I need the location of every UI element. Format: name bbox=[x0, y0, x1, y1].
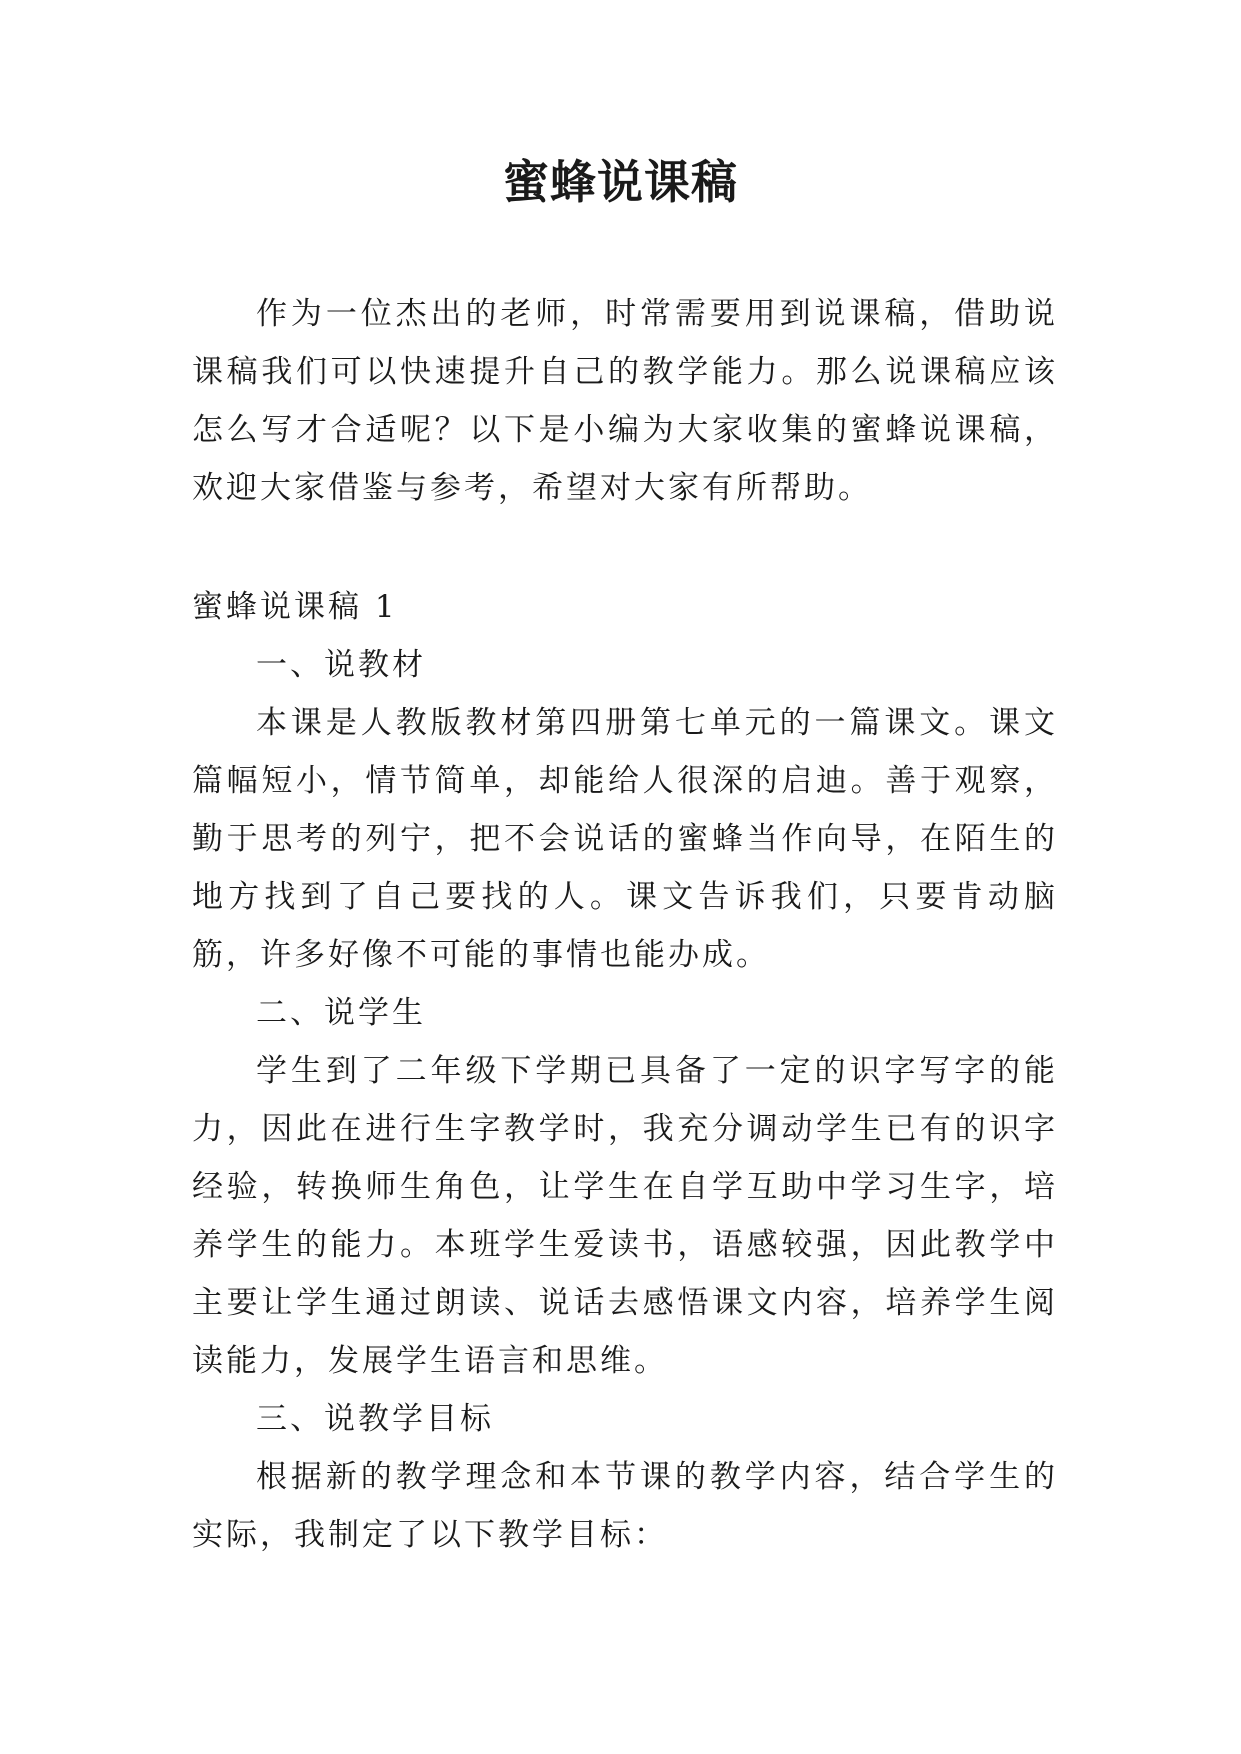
section-paragraph-students: 学生到了二年级下学期已具备了一定的识字写字的能力，因此在进行生字教学时，我充分调动学生已有的识字经验，转换师生角色，让学生在自学互助中学习生字，培养学生的能力。本班学生爱读书，语感较强，因此教学中主要让学生通过朗读、说话去感悟课文内容，培养学生阅读能力，发展学生语言和思维。 bbox=[192, 1053, 1058, 1379]
section-heading-textbook: 一、说教材 bbox=[256, 647, 426, 683]
intro-paragraph: 作为一位杰出的老师，时常需要用到说课稿，借助说课稿我们可以快速提升自己的教学能力。那么说课稿应该怎么写才合适呢？以下是小编为大家收集的蜜蜂说课稿，欢迎大家借鉴与参考，希望对大家有所帮助。 bbox=[192, 296, 1058, 506]
section-paragraph-goals: 根据新的教学理念和本节课的教学内容，结合学生的实际，我制定了以下教学目标： bbox=[192, 1459, 1058, 1553]
document-title: 蜜蜂说课稿 bbox=[503, 155, 738, 209]
section-label: 蜜蜂说课稿 1 bbox=[192, 589, 398, 625]
section-paragraph-textbook: 本课是人教版教材第四册第七单元的一篇课文。课文篇幅短小，情节简单，却能给人很深的启迪。善于观察，勤于思考的列宁，把不会说话的蜜蜂当作向导，在陌生的地方找到了自己要找的人。课文告诉我们，只要肯动脑筋，许多好像不可能的事情也能办成。 bbox=[192, 705, 1058, 973]
section-heading-goals: 三、说教学目标 bbox=[256, 1401, 494, 1437]
section-heading-students: 二、说学生 bbox=[256, 995, 426, 1031]
